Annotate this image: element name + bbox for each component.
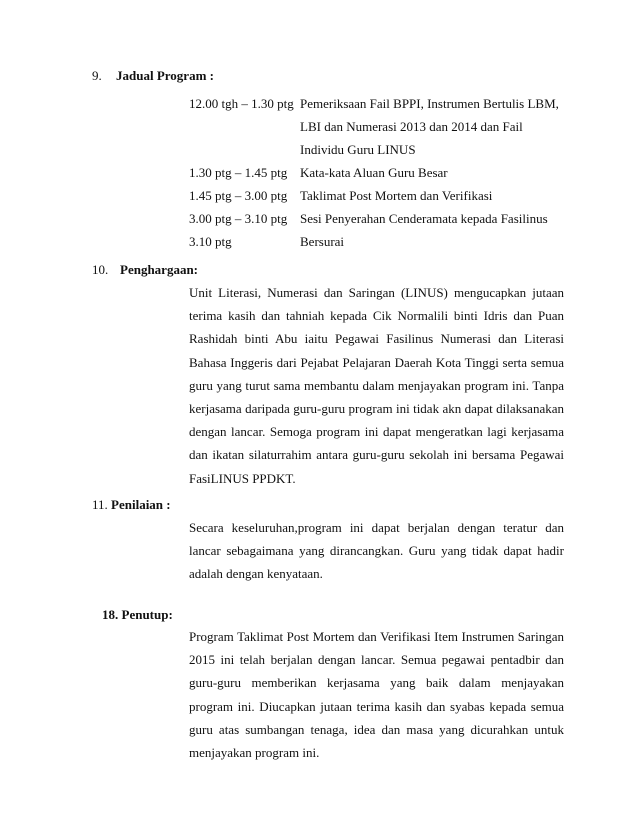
section-9-heading	[92, 68, 214, 84]
schedule-time: 1.30 ptg – 1.45 ptg	[189, 165, 288, 180]
acknowledgement-paragraph: Unit Literasi, Numerasi dan Saringan (LINUS) mengucapkan jutaan terima kasih dan tahniah kepada Cik Normalili binti Idris dan Puan Rashidah binti Abu iaitu Pegawai Fasilinus Numerasi dan Literasi Bahasa Inggeris dari Pejabat Pelajaran Daerah Kota Tinggi serta semua guru yang turut sama membantu dalam menjayakan program ini. Tanpa kerjasama daripada guru-guru program ini tidak akn dapat dilaksanakan dengan lancar. Semoga program ini dapat mengeratkan lagi kerjasama dan ikatan silaturrahim antara guru-guru sekolah ini bersama Pegawai FasiLINUS PPDKT.	[189, 285, 564, 486]
section-title: Penghargaan:	[120, 262, 198, 277]
schedule-activity: Pemeriksaan Fail BPPI, Instrumen Bertulis LBM, LBI dan Numerasi 2013 dan 2014 dan Fail Individu Guru LINUS	[300, 96, 559, 157]
schedule-table	[189, 92, 569, 253]
schedule-activity: Kata-kata Aluan Guru Besar	[300, 165, 448, 180]
section-title-suffix: :	[163, 497, 171, 512]
schedule-time: 12.00 tgh – 1.30 ptg	[189, 96, 294, 111]
schedule-activity: Bersurai	[300, 234, 345, 249]
section-title: Jadual Program	[116, 68, 207, 83]
section-number: 10.	[92, 262, 109, 277]
schedule-row	[189, 207, 569, 230]
section-title-suffix: :	[206, 68, 214, 83]
closing-paragraph: Program Taklimat Post Mortem dan Verifikasi Item Instrumen Saringan 2015 ini telah berjalan dengan lancar. Semua pegawai pentadbir dan guru-guru memberikan kerjasama yang baik dalam menjayakan program ini. Diucapkan jutaan terima kasih dan syabas kepada semua guru atas sumbangan tenaga, idea dan masa yang dicurahkan untuk menjayakan program ini.	[189, 629, 564, 761]
section-title: Penutup:	[121, 607, 173, 622]
schedule-time: 1.45 ptg – 3.00 ptg	[189, 188, 288, 203]
section-number: 9.	[92, 68, 102, 83]
section-11-heading	[92, 497, 171, 513]
schedule-row	[189, 184, 569, 207]
section-number: 18.	[102, 607, 119, 622]
schedule-row	[189, 92, 569, 161]
schedule-time: 3.10 ptg	[189, 234, 232, 249]
section-number: 11.	[92, 497, 108, 512]
schedule-row	[189, 230, 569, 253]
schedule-activity: Sesi Penyerahan Cenderamata kepada Fasilinus	[300, 211, 548, 226]
section-10-heading	[92, 262, 198, 278]
schedule-time: 3.00 ptg – 3.10 ptg	[189, 211, 288, 226]
section-title: Penilaian	[111, 497, 164, 512]
schedule-row	[189, 161, 569, 184]
section-18-heading	[102, 607, 173, 623]
evaluation-paragraph: Secara keseluruhan,program ini dapat berjalan dengan teratur dan lancar sebagaimana yang dirancangkan. Guru yang tidak dapat hadir adalah dengan kenyataan.	[189, 520, 564, 582]
schedule-activity: Taklimat Post Mortem dan Verifikasi	[300, 188, 493, 203]
